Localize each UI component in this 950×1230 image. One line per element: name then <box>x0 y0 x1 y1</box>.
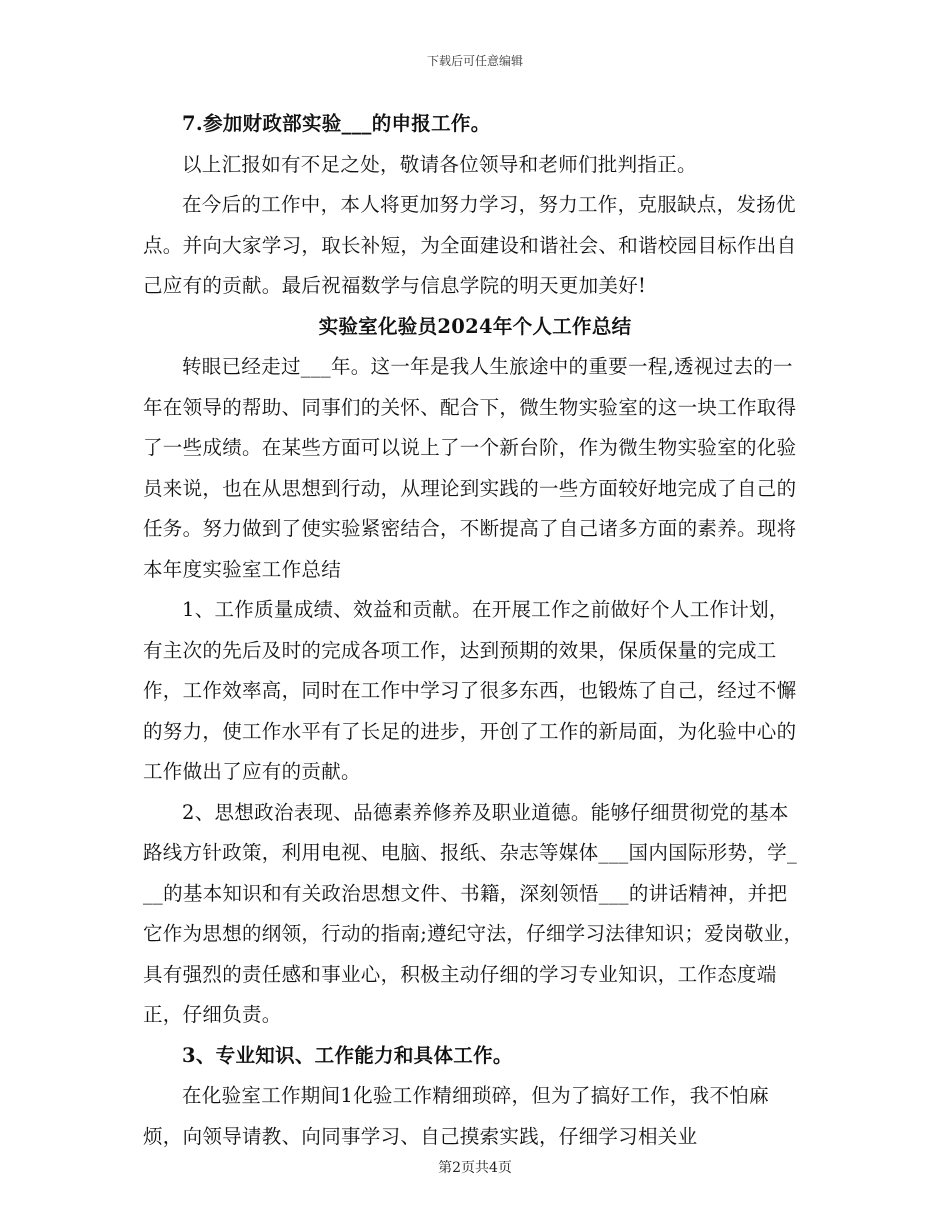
document-body <box>143 104 807 1157</box>
paragraph-item-2: 2、思想政治表现、品德素养修养及职业道德。能够仔细贯彻党的基本路线方针政策，利用电视、电脑、报纸、杂志等媒体___国内国际形势，学___的基本知识和有关政治思想文件、书籍，深刻领悟___的讲话精神，并把它作为思想的纲领，行动的指南;遵纪守法，仔细学习法律知识；爱岗敬业，具有强烈的责任感和事业心，积极主动仔细的学习专业知识，工作态度端正，仔细负责。 <box>143 800 804 1026</box>
paragraph-item-3-heading: 3、专业知识、工作能力和具体工作。 <box>182 1043 513 1067</box>
paragraph-intro: 转眼已经走过___年。这一年是我人生旅途中的重要一程,透视过去的一年在领导的帮助、同事们的关怀、配合下，微生物实验室的这一块工作取得了一些成绩。在某些方面可以说上了一个新台阶，作为微生物实验室的化验员来说，也在从思想到行动，从理论到实践的一些方面较好地完成了自己的任务。努力做到了使实验紧密结合，不断提高了自己诸多方面的素养。现将本年度实验室工作总结 <box>143 355 797 581</box>
paragraph-future-work: 在今后的工作中，本人将更加努力学习，努力工作，克服缺点，发扬优点。并向大家学习，取长补短，为全面建设和谐社会、和谐校园目标作出自己应有的贡献。最后祝福数学与信息学院的明天更加美好! <box>143 193 797 297</box>
page-header-note: 下载后可任意编辑 <box>426 54 523 68</box>
paragraph-report-closing: 以上汇报如有不足之处，敬请各位领导和老师们批判指正。 <box>182 152 697 176</box>
page-number: 第2页共4页 <box>438 1160 512 1176</box>
paragraph-item-1: 1、工作质量成绩、效益和贡献。在开展工作之前做好个人工作计划，有主次的先后及时的完成各项工作，达到预期的效果，保质保量的完成工作，工作效率高，同时在工作中学习了很多东西，也锻炼了自己，经过不懈的努力，使工作水平有了长足的进步，开创了工作的新局面，为化验中心的工作做出了应有的贡献。 <box>143 598 797 783</box>
list-item-7: 7.参加财政部实验___的申报工作。 <box>182 112 491 135</box>
section-title: 实验室化验员2024年个人工作总结 <box>318 314 632 338</box>
paragraph-item-3-body: 在化验室工作期间1化验工作精细琐碎，但为了搞好工作，我不怕麻烦，向领导请教、向同事学习、自己摸索实践，仔细学习相关业 <box>143 1084 769 1148</box>
